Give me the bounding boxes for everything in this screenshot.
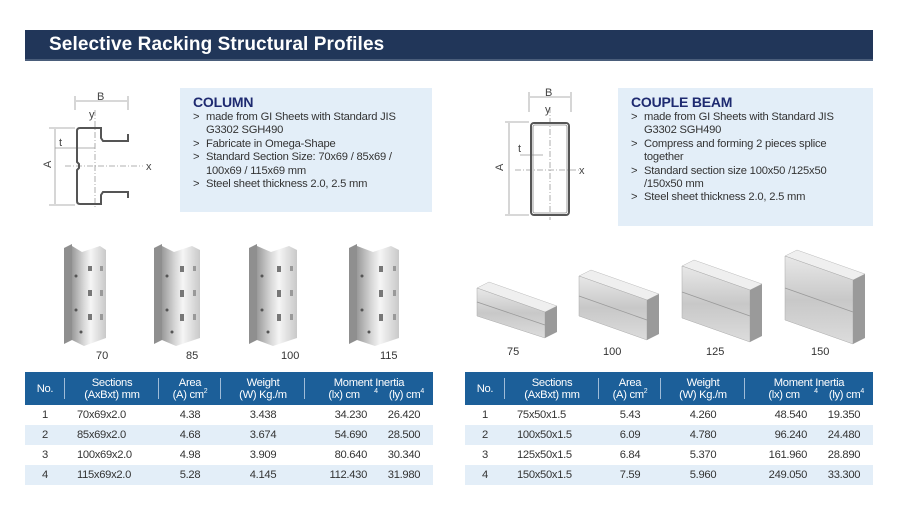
header-moment-inertia: Moment Inertia (lx) cm $^4$ (ly) $cm^4$ [305, 372, 433, 405]
cell-section: 115x69x2.0 [65, 465, 159, 485]
header-area: Area (A) $cm^2$ [599, 372, 661, 405]
column-profile-image [150, 240, 204, 350]
cell-section: 70x69x2.0 [77, 409, 126, 421]
column-profile-image [345, 240, 403, 350]
column-product-70 [60, 240, 110, 362]
column-info-box [180, 88, 432, 212]
cell-ix: 48.540 [774, 409, 807, 421]
cell-ix: 96.240 [745, 425, 815, 445]
cell-no: 2 [465, 425, 505, 445]
beam-bullet: > Steel sheet thickness 2.0, 2.5 mm [631, 191, 863, 204]
cell-section: 125x50x1.5 [517, 449, 572, 461]
cell-section: 100x50x1.5 [505, 425, 599, 445]
cell-area: 6.09 [599, 425, 661, 445]
cell-section: 150x50x1.5 [505, 465, 599, 485]
column-size-label: 70 [96, 350, 109, 362]
column-product-115 [345, 240, 403, 362]
table-row [25, 425, 433, 445]
cell-iy: 33.300 [815, 465, 873, 485]
cell-area: 5.28 [159, 465, 221, 485]
header-no: No. [465, 372, 505, 405]
cell-section: 100x69x2.0 [77, 449, 132, 461]
cell-weight: 5.960 [661, 465, 745, 485]
beam-size-label: 100 [603, 346, 622, 358]
column-spec-table [25, 372, 433, 485]
column-size-label: 100 [281, 350, 300, 362]
svg-text:y: y [89, 109, 95, 121]
beam-profile-image [783, 248, 868, 350]
cell-iy: 19.350 [827, 409, 861, 421]
beam-product-125 [680, 258, 765, 358]
svg-text:y: y [545, 104, 551, 116]
column-bullet: > Fabricate in Omega-Shape [193, 138, 422, 151]
cell-weight: 4.145 [221, 465, 305, 485]
cell-area: 4.98 [179, 449, 201, 461]
cell-ix: 80.640 [334, 449, 367, 461]
header-sections: Sections (AxBxt) mm [505, 372, 599, 405]
cell-iy: 24.480 [815, 425, 873, 445]
beam-section-diagram [485, 82, 595, 222]
beam-profile-image [577, 268, 662, 346]
beam-bullet-list [631, 111, 863, 205]
cell-no: 3 [482, 449, 488, 461]
cell-iy: 31.980 [375, 465, 433, 485]
cell-no: 1 [482, 409, 488, 421]
beam-spec-table [465, 372, 873, 485]
header-moment-inertia: Moment Inertia (lx) cm $^4$ (ly) $cm^4$ [745, 372, 873, 405]
cell-no: 4 [25, 465, 65, 485]
cell-no: 4 [465, 465, 505, 485]
cell-no: 3 [42, 449, 48, 461]
title-bar [25, 30, 873, 61]
table-header-row [25, 372, 433, 405]
header-area: Area (A) $cm^2$ [159, 372, 221, 405]
cell-area: 4.38 [179, 409, 201, 421]
cell-ix: 34.230 [334, 409, 367, 421]
cell-iy: 28.500 [375, 425, 433, 445]
beam-profile-image [475, 280, 560, 345]
cell-weight: 4.260 [689, 409, 717, 421]
column-product-100 [245, 240, 301, 362]
beam-size-label: 125 [706, 346, 725, 358]
column-product-85 [150, 240, 204, 362]
svg-text:t: t [59, 137, 63, 149]
cell-ix: 54.690 [305, 425, 375, 445]
beam-bullet: > made from GI Sheets with Standard JIS G3302 SGH490 [631, 111, 863, 138]
cell-weight: 4.780 [661, 425, 745, 445]
beam-size-label: 75 [507, 346, 520, 358]
cell-area: 5.43 [619, 409, 641, 421]
column-profile-image [245, 240, 301, 350]
column-heading: COLUMN [193, 94, 254, 110]
table-row [25, 465, 433, 485]
column-section-diagram [35, 88, 165, 208]
cell-section: 75x50x1.5 [517, 409, 566, 421]
table-row [465, 445, 873, 465]
beam-product-100 [577, 268, 662, 358]
cell-weight: 3.674 [221, 425, 305, 445]
cell-ix: 161.960 [768, 449, 807, 461]
header-weight: Weight (W) Kg./m [661, 372, 745, 405]
header-no: No. [25, 372, 65, 405]
cell-section: 85x69x2.0 [65, 425, 159, 445]
cell-weight: 3.438 [249, 409, 277, 421]
column-bullet-list [193, 111, 422, 191]
cell-iy: 26.420 [387, 409, 421, 421]
beam-product-75 [475, 280, 560, 358]
svg-text:A: A [494, 163, 506, 171]
column-bullet: > Standard Section Size: 70x69 / 85x69 / 100x69 / 115x69 mm [193, 151, 422, 178]
beam-profile-image [680, 258, 765, 348]
cell-area: 4.68 [159, 425, 221, 445]
header-sections: Sections (AxBxt) mm [65, 372, 159, 405]
column-size-label: 85 [186, 350, 199, 362]
svg-text:B: B [545, 87, 553, 99]
table-row [465, 405, 873, 425]
cell-no: 2 [25, 425, 65, 445]
table-row [25, 445, 433, 465]
column-bullet: > made from GI Sheets with Standard JIS G3302 SGH490 [193, 111, 422, 138]
cell-iy: 30.340 [387, 449, 421, 461]
cell-area: 7.59 [599, 465, 661, 485]
beam-info-box [618, 88, 873, 226]
column-size-label: 115 [380, 350, 398, 362]
svg-text:A: A [42, 160, 54, 168]
table-row [25, 405, 433, 425]
svg-text:B: B [97, 91, 105, 103]
cell-weight: 3.909 [249, 449, 277, 461]
svg-text:x: x [579, 165, 585, 177]
table-row [465, 465, 873, 485]
table-row [465, 425, 873, 445]
beam-bullet: > Compress and forming 2 pieces splice together [631, 138, 863, 165]
beam-bullet: > Standard section size 100x50 /125x50 /150x50 mm [631, 165, 863, 192]
header-weight: Weight (W) Kg./m [221, 372, 305, 405]
cell-ix: 249.050 [745, 465, 815, 485]
beam-heading: COUPLE BEAM [631, 94, 733, 110]
cell-iy: 28.890 [827, 449, 861, 461]
cell-ix: 112.430 [305, 465, 375, 485]
column-bullet: > Steel sheet thickness 2.0, 2.5 mm [193, 178, 422, 191]
cell-area: 6.84 [619, 449, 641, 461]
svg-text:t: t [518, 143, 522, 155]
cell-weight: 5.370 [689, 449, 717, 461]
cell-no: 1 [42, 409, 48, 421]
svg-text:x: x [146, 161, 152, 173]
beam-product-150 [783, 248, 868, 358]
column-profile-image [60, 240, 110, 350]
table-header-row [465, 372, 873, 405]
beam-size-label: 150 [811, 346, 830, 358]
page-title: Selective Racking Structural Profiles [49, 34, 385, 55]
